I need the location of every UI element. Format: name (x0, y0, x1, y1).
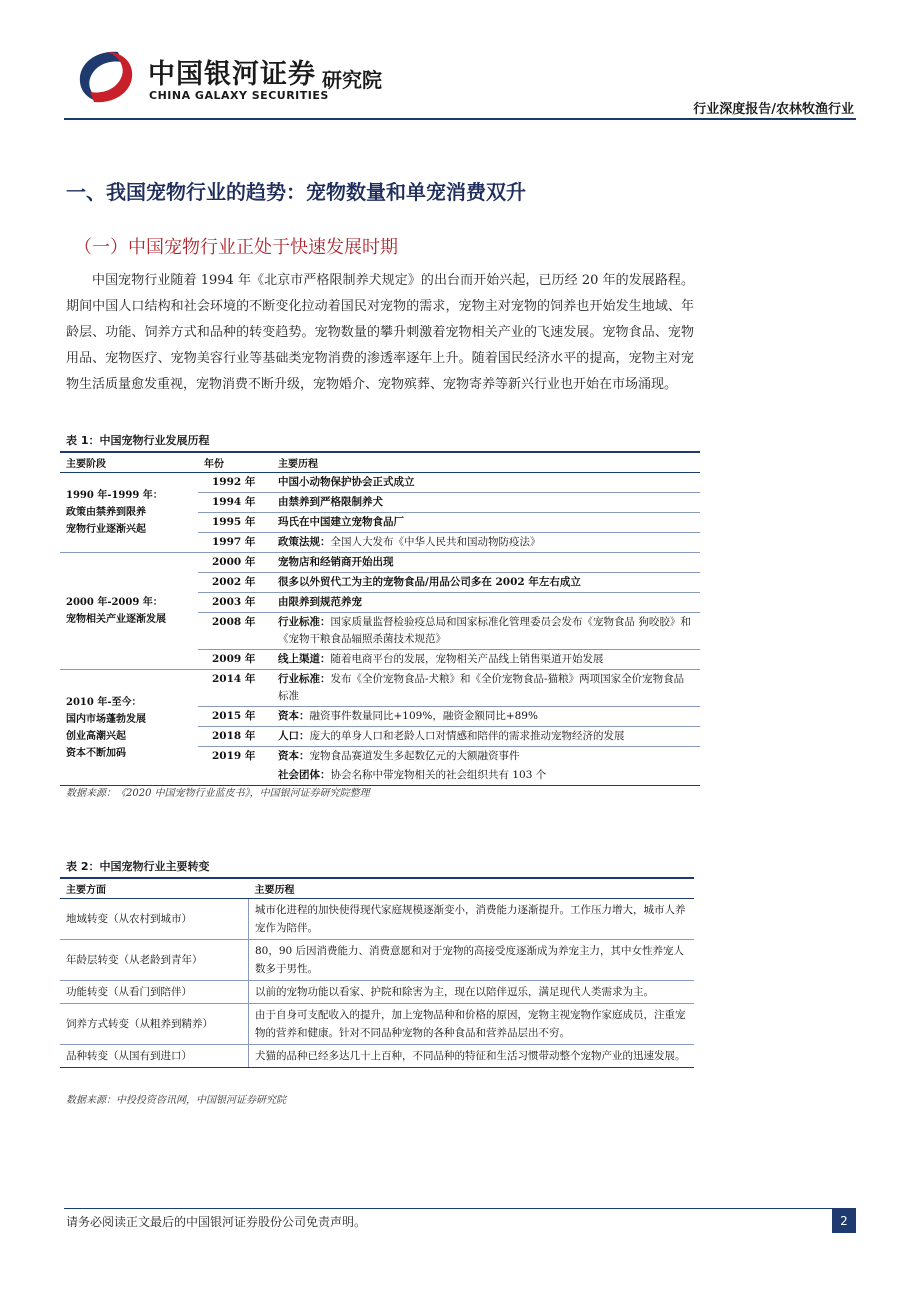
aspect-cell: 地域转变（从农村到城市） (60, 899, 249, 940)
stage-line: 2010 年-至今： (66, 696, 142, 708)
stage-line: 宠物相关产业逐渐发展 (66, 614, 166, 625)
stage-cell (60, 553, 198, 670)
year-cell: 1997 年 (198, 533, 272, 553)
year-cell (198, 766, 272, 786)
event-cell: 宠物店和经销商开始出现 (272, 553, 700, 573)
event-cell (272, 650, 700, 670)
table-row (60, 899, 694, 940)
desc-cell: 犬猫的品种已经多达几十上百种，不同品种的特征和生活习惯带动整个宠物产业的迅速发展。 (249, 1045, 695, 1068)
event-keyword: 线上渠道： (278, 653, 331, 665)
event-cell: 中国小动物保护协会正式成立 (272, 473, 700, 493)
event-cell (272, 747, 700, 767)
year-cell: 2019 年 (212, 750, 256, 762)
event-keyword: 政策法规： (278, 536, 331, 548)
event-keyword: 资本： (278, 750, 310, 762)
subsection-title: （一）中国宠物行业正处于快速发展时期 (74, 237, 398, 258)
table1 (60, 451, 700, 786)
aspect-cell: 功能转变（从看门到陪伴） (60, 981, 249, 1004)
table1-header-row (60, 452, 700, 473)
table-row (60, 1045, 694, 1068)
desc-cell: 由于自身可支配收入的提升，加上宠物品种和价格的原因，宠物主视宠物作家庭成员，注重宠物的营养和健康。针对不同品种宠物的各种食品和营养品层出不穷。 (249, 1004, 695, 1045)
event-cell: 玛氏在中国建立宠物食品厂 (272, 513, 700, 533)
stage-line: 创业高潮兴起 (66, 730, 126, 742)
table1-caption: 表 1：中国宠物行业发展历程 (66, 434, 210, 447)
year-cell: 2003 年 (198, 593, 272, 613)
event-text: 发布《全价宠物食品-犬粮》和《全价宠物食品-猫粮》两项国家全价宠物食品标准 (278, 673, 685, 702)
table2-source: 数据来源：中投投资咨讯网，中国银河证券研究院 (66, 1095, 286, 1106)
table-row (60, 473, 700, 493)
event-text: 宠物食品赛道发生多起数亿元的大额融资事件 (309, 750, 520, 762)
table2 (60, 877, 694, 1068)
stage-cell (60, 473, 198, 553)
page-number: 2 (832, 1209, 856, 1233)
table-row (60, 670, 700, 707)
table2-header-desc: 主要历程 (249, 878, 695, 899)
event-cell (272, 766, 700, 786)
year-cell: 2015 年 (198, 707, 272, 727)
report-type: 行业深度报告/农林牧渔行业 (693, 102, 854, 117)
table-row (60, 553, 700, 573)
event-cell (272, 727, 700, 747)
stage-line: 宠物行业逐渐兴起 (66, 524, 146, 535)
desc-cell: 城市化进程的加快使得现代家庭规模逐渐变小，消费能力逐渐提升。工作压力增大，城市人养宠作为陪伴。 (249, 899, 695, 940)
table-row (60, 981, 694, 1004)
aspect-cell: 饲养方式转变（从粗养到精养） (60, 1004, 249, 1045)
aspect-cell: 品种转变（从国有到进口） (60, 1045, 249, 1068)
footer-disclaimer: 请务必阅读正文最后的中国银河证券股份公司免责声明。 (66, 1215, 367, 1229)
table1-header-event: 主要历程 (272, 452, 700, 473)
event-cell (272, 670, 700, 707)
table2-caption: 表 2：中国宠物行业主要转变 (66, 860, 210, 873)
event-text: 协会名称中带宠物相关的社会组织共有 103 个 (330, 769, 547, 781)
event-text: 国家质量监督检验疫总局和国家标准化管理委员会发布《宠物食品 狗咬胶》和《宠物干粮食品辐照杀菌技术规范》 (278, 616, 691, 645)
table2-header-aspect: 主要方面 (60, 878, 249, 899)
stage-cell (60, 670, 198, 786)
table1-source: 数据来源：《2020 中国宠物行业蓝皮书》，中国银河证券研究院整理 (66, 788, 370, 799)
desc-cell: 以前的宠物功能以看家、护院和除害为主，现在以陪伴逗乐，满足现代人类需求为主。 (249, 981, 695, 1004)
event-text: 随着电商平台的发展，宠物相关产品线上销售渠道开始发展 (330, 653, 604, 665)
event-keyword: 行业标准： (278, 673, 331, 685)
event-keyword: 人口： (278, 730, 310, 742)
stage-line: 国内市场蓬勃发展 (66, 713, 146, 725)
event-text: 融资事件数量同比+109%，融资金额同比+89% (309, 710, 538, 722)
brand-name-en: CHINA GALAXY SECURITIES (149, 89, 329, 102)
year-cell: 2002 年 (198, 573, 272, 593)
year-cell: 2008 年 (198, 613, 272, 650)
year-cell: 1992 年 (198, 473, 272, 493)
year-cell: 1994 年 (198, 493, 272, 513)
year-cell: 2018 年 (198, 727, 272, 747)
header-divider (64, 118, 856, 120)
table-row (60, 940, 694, 981)
event-keyword: 资本： (278, 710, 310, 722)
event-text: 全国人大发布《中华人民共和国动物防疫法》 (330, 536, 541, 548)
event-cell (272, 613, 700, 650)
galaxy-logo-icon (74, 48, 140, 106)
year-cell: 2009 年 (198, 650, 272, 670)
stage-line: 政策由禁养到限养 (66, 507, 146, 518)
event-text: 庞大的单身人口和老龄人口对情感和陪伴的需求推动宠物经济的发展 (309, 730, 625, 742)
aspect-cell: 年龄层转变（从老龄到青年） (60, 940, 249, 981)
stage-line: 2000 年-2009 年： (66, 597, 163, 608)
desc-cell: 80，90 后因消费能力、消费意愿和对于宠物的高接受度逐渐成为养宠主力，其中女性养宠人数多于男性。 (249, 940, 695, 981)
table2-header-row (60, 878, 694, 899)
event-keyword: 行业标准： (278, 616, 331, 628)
event-cell: 由禁养到严格限制养犬 (272, 493, 700, 513)
section-title: 一、我国宠物行业的趋势：宠物数量和单宠消费双升 (66, 180, 526, 204)
footer-divider (64, 1208, 856, 1209)
stage-line: 资本不断加码 (66, 747, 126, 759)
table-row (60, 1004, 694, 1045)
event-keyword: 社会团体： (278, 769, 331, 781)
event-cell (272, 533, 700, 553)
brand-name-cn: 中国银河证券 (148, 59, 316, 90)
event-cell: 由限养到规范养宠 (272, 593, 700, 613)
brand-institute: 研究院 (322, 68, 382, 92)
year-cell: 2014 年 (198, 670, 272, 707)
year-cell: 2000 年 (198, 553, 272, 573)
stage-line: 1990 年-1999 年： (66, 490, 163, 501)
event-cell (272, 707, 700, 727)
table1-header-year: 年份 (198, 452, 272, 473)
table1-header-stage: 主要阶段 (60, 452, 198, 473)
event-cell: 很多以外贸代工为主的宠物食品/用品公司多在 2002 年左右成立 (272, 573, 700, 593)
year-cell: 1995 年 (198, 513, 272, 533)
body-paragraph: 中国宠物行业随着 1994 年《北京市严格限制养犬规定》的出台而开始兴起，已历经 20 年的发展路程。期间中国人口结构和社会环境的不断变化拉动着国民对宠物的需求，宠物主对宠物的饲养也开始发生地域、年龄层、功能、饲养方式和品种的转变趋势。宠物数量的攀升刺激着宠物相关产业的飞速发展。宠物食品、宠物用品、宠物医疗、宠物美容行业等基础类宠物消费的渗透率逐年上升。随着国民经济水平的提高，宠物主对宠物生活质量愈发重视，宠物消费不断升级，宠物婚介、宠物殡葬、宠物寄养等新兴行业也开始在市场涌现。 (66, 273, 694, 392)
